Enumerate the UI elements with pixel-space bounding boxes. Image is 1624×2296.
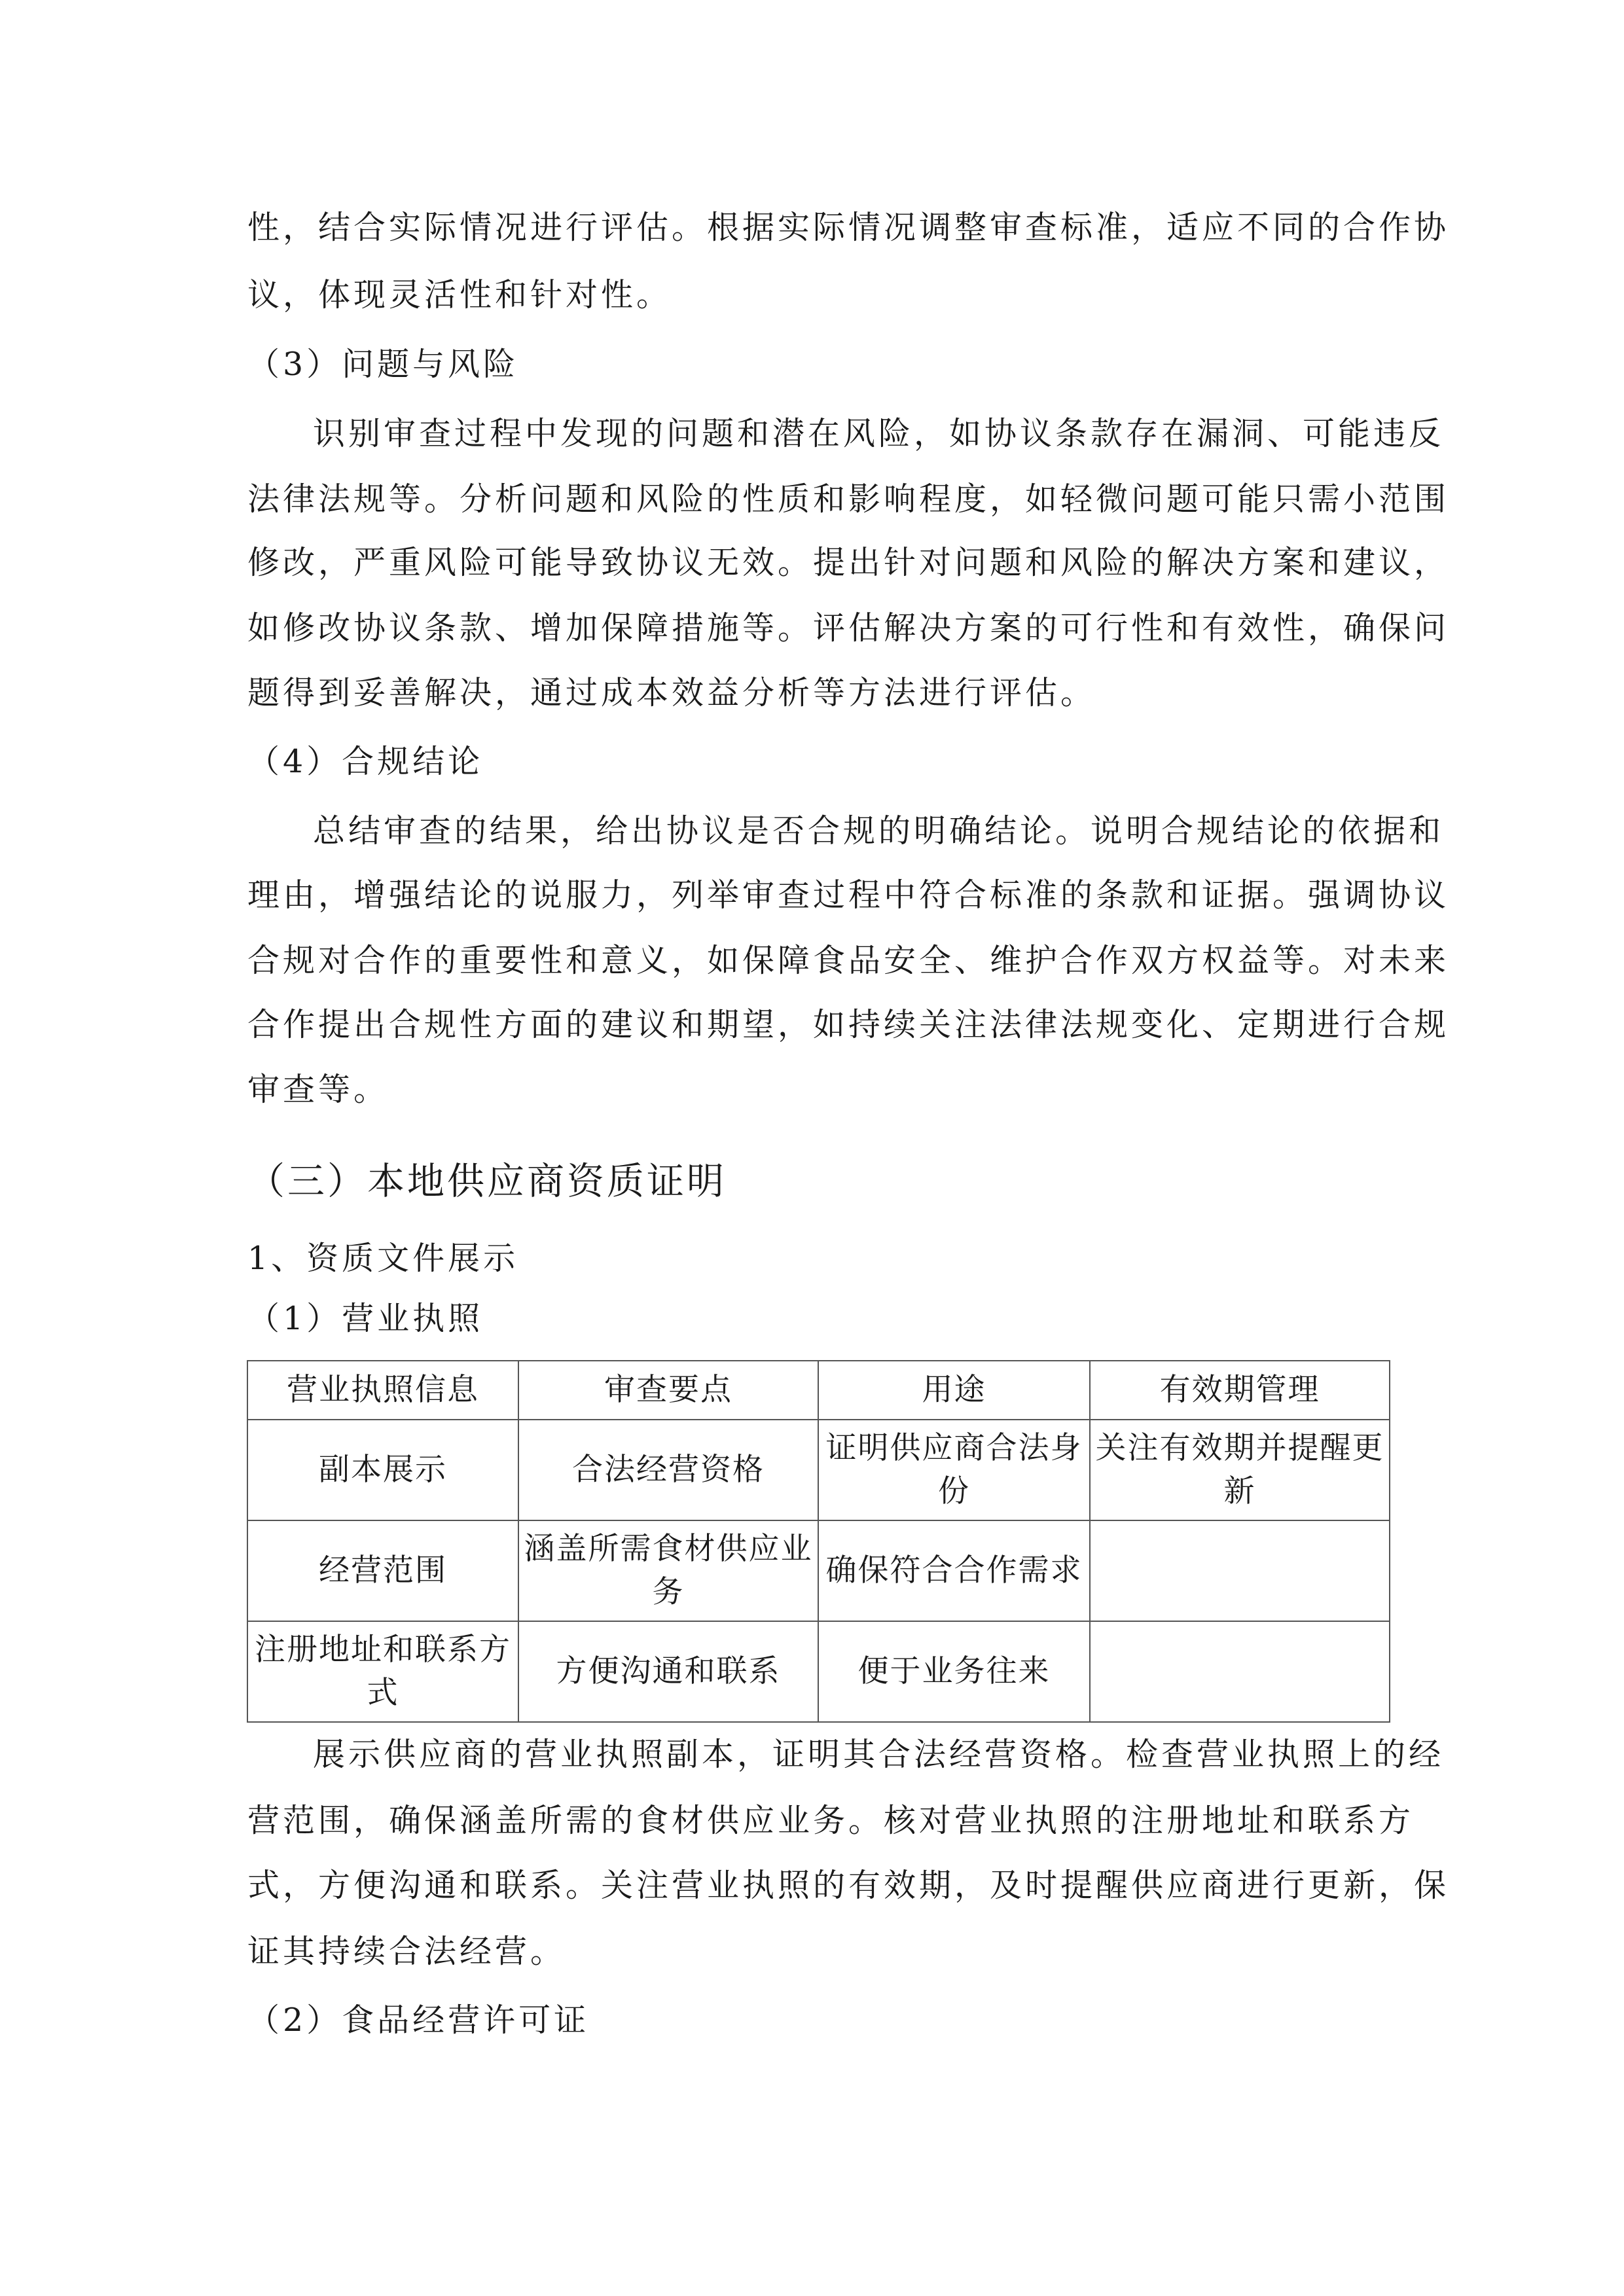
table-cell [518,1420,818,1520]
subsection-title: （3）问题与风险 [247,346,519,383]
section-heading: （三）本地供应商资质证明 [247,1160,727,1203]
business-license-table [247,1360,1390,1723]
paragraph-line: 议，体现灵活性和针对性。 [247,276,672,314]
paragraph-line: 合作提出合规性方面的建议和期望，如持续关注法律法规变化、定期进行合规 [247,1006,1450,1043]
cell-line: 方便沟通和联系 [556,1653,781,1689]
paragraph-line: 审查等。 [247,1071,389,1108]
paragraph-line: 法律法规等。分析问题和风险的性质和影响程度，如轻微问题可能只需小范围 [247,480,1450,518]
table-header-cell: 有效期管理 [1090,1361,1390,1420]
subsection-title: （1）营业执照 [247,1300,484,1337]
paragraph-line: 合规对合作的重要性和意义，如保障食品安全、维护合作双方权益等。对未来 [247,942,1450,979]
table-cell [247,1420,518,1520]
table-cell [518,1621,818,1722]
cell-line: 务 [652,1574,685,1610]
table-header-cell: 营业执照信息 [247,1361,518,1420]
cell-line: 新 [1223,1473,1256,1509]
paragraph-line: 如修改协议条款、增加保障措施等。评估解决方案的可行性和有效性，确保问 [247,609,1450,647]
subsection-title: （4）合规结论 [247,743,484,780]
paragraph-line: 理由，增强结论的说服力，列举审查过程中符合标准的条款和证据。强调协议 [247,876,1450,914]
table-cell-empty [1090,1520,1390,1621]
cell-line: 关注有效期并提醒更 [1095,1430,1384,1466]
table-cell [818,1420,1090,1520]
table-cell [818,1520,1090,1621]
paragraph-line: 式，方便沟通和联系。关注营业执照的有效期，及时提醒供应商进行更新，保 [247,1867,1450,1904]
table-header-row [247,1361,1390,1420]
subsection-title: 1、资质文件展示 [247,1240,519,1277]
paragraph-line: 展示供应商的营业执照副本，证明其合法经营资格。检查营业执照上的经 [313,1736,1445,1773]
paragraph-line: 总结审查的结果，给出协议是否合规的明确结论。说明合规结论的依据和 [313,812,1445,850]
table-header-cell: 审查要点 [518,1361,818,1420]
table-cell [518,1520,818,1621]
paragraph-line: 证其持续合法经营。 [247,1933,566,1970]
table-row [247,1520,1390,1621]
table-cell [247,1621,518,1722]
subsection-title: （2）食品经营许可证 [247,2001,590,2039]
cell-line: 涵盖所需食材供应业 [524,1531,813,1567]
table-row [247,1420,1390,1520]
cell-line: 副本展示 [319,1452,447,1488]
cell-line: 合法经营资格 [572,1452,765,1488]
paragraph-line: 营范围，确保涵盖所需的食材供应业务。核对营业执照的注册地址和联系方 [247,1802,1415,1839]
table-cell [818,1621,1090,1722]
paragraph-line: 修改，严重风险可能导致协议无效。提出针对问题和风险的解决方案和建议， [247,544,1450,581]
cell-line: 便于业务往来 [857,1653,1051,1689]
cell-line: 经营范围 [319,1552,447,1588]
cell-line: 份 [938,1473,970,1509]
table-header-cell: 用途 [818,1361,1090,1420]
cell-line: 确保符合合作需求 [825,1552,1083,1588]
cell-line: 证明供应商合法身 [825,1430,1083,1466]
paragraph-line: 性，结合实际情况进行评估。根据实际情况调整审查标准，适应不同的合作协 [247,209,1450,246]
cell-line: 注册地址和联系方 [255,1632,511,1668]
table-cell [247,1520,518,1621]
cell-line: 式 [367,1675,399,1711]
table-row [247,1621,1390,1722]
table-cell [1090,1420,1390,1520]
table-cell-empty [1090,1621,1390,1722]
paragraph-line: 题得到妥善解决，通过成本效益分析等方法进行评估。 [247,674,1096,711]
paragraph-line: 识别审查过程中发现的问题和潜在风险，如协议条款存在漏洞、可能违反 [313,415,1445,452]
